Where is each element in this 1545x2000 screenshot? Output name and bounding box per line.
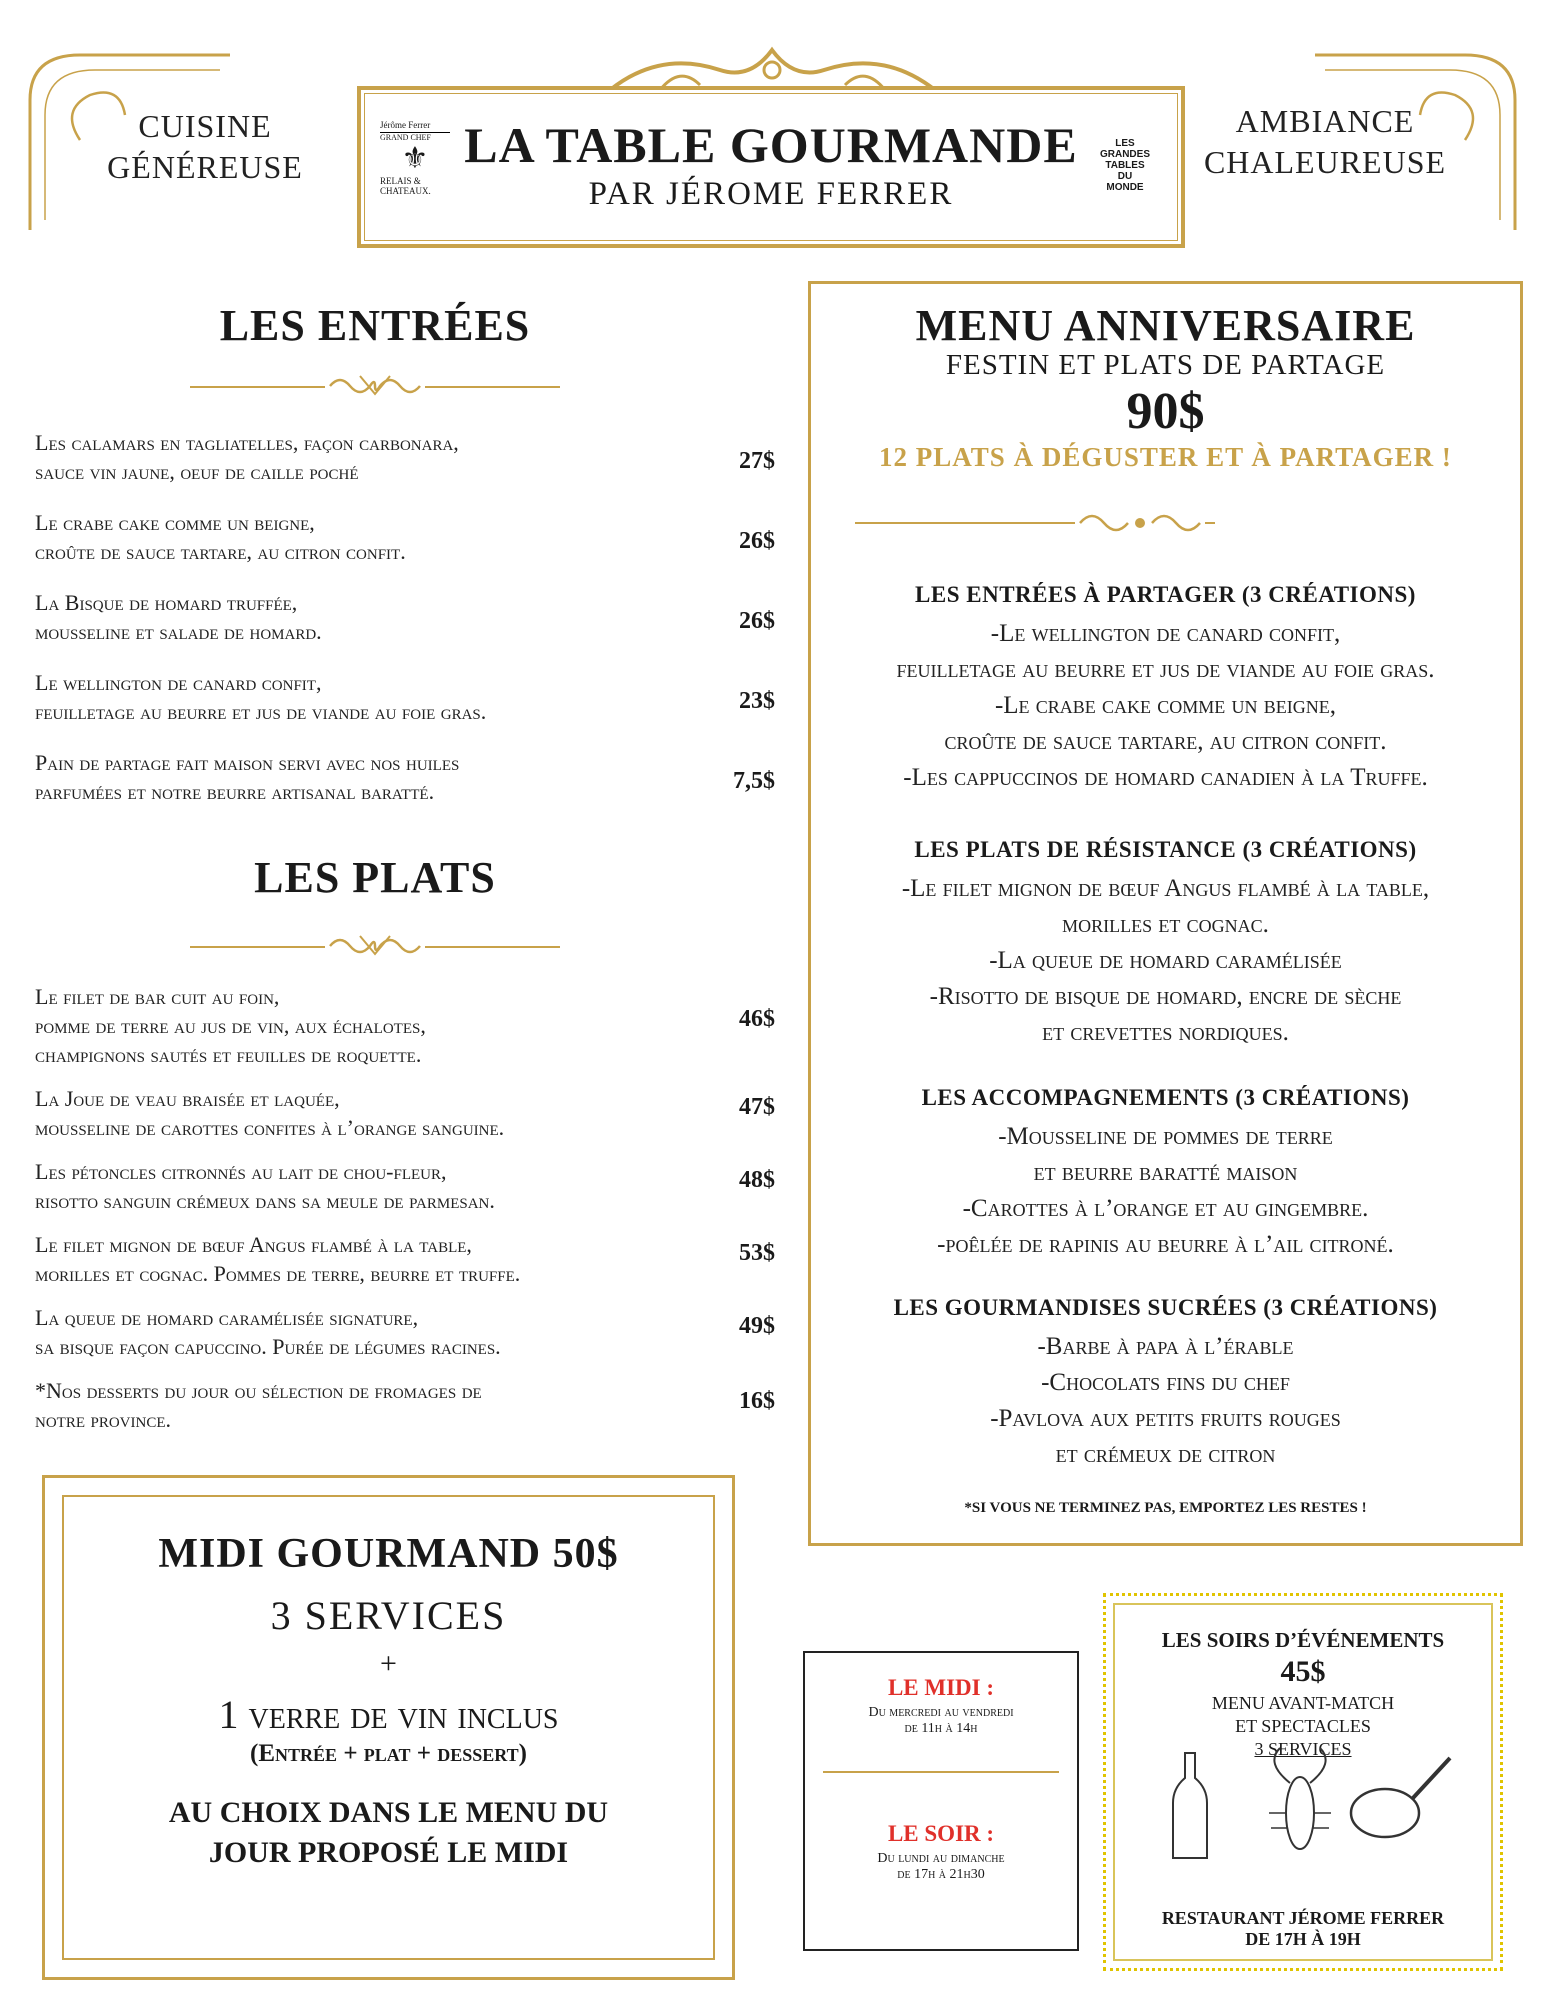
pan-icon [1351,1758,1450,1837]
section-heading: LES PLATS DE RÉSISTANCE (3 CRÉATIONS) [914,837,1417,862]
item-line-1: La Bisque de homard truffée, [35,590,298,615]
section-line: -Chocolats fins du chef [1041,1369,1290,1396]
page-subtitle: PAR JÉROME FERRER [588,176,954,212]
item-price: 47$ [739,1094,775,1120]
logo-right-line-3: TABLES [1105,160,1145,171]
anniversaire-section [808,1295,1523,1473]
events-line-2: ET SPECTACLES [1235,1716,1371,1736]
item-line-2: mousseline et salade de homard. [35,619,322,644]
item-line-1: La queue de homard caramélisée signature, [35,1305,419,1330]
section-heading: LES GOURMANDISES SUCRÉES (3 CRÉATIONS) [893,1295,1438,1320]
right-line-1: AMBIANCE [1235,103,1415,139]
anniversaire-tagline: 12 PLATS À DÉGUSTER ET À PARTAGER ! [879,442,1452,472]
midi-hours-line-1: Du mercredi au vendredi [868,1705,1014,1720]
plats-divider-ornament [325,926,425,966]
section-line: et beurre baratté maison [1033,1159,1298,1186]
anniversaire-subtitle: FESTIN ET PLATS DE PARTAGE [945,349,1386,381]
item-line-2: sa bisque façon capuccino. Purée de légumes racines. [35,1334,501,1359]
midi-gourmand-wine: 1 verre de vin inclus [218,1692,559,1737]
anniversaire-title: MENU ANNIVERSAIRE [915,301,1416,350]
item-price: 53$ [739,1240,775,1266]
events-price: 45$ [1280,1655,1326,1688]
item-price: 7,5$ [733,768,775,794]
logo-left-line-3: RELAIS & [380,176,421,186]
item-price: 26$ [739,528,775,554]
item-price: 26$ [739,608,775,634]
section-line: croûte de sauce tartare, au citron confit. [944,728,1387,755]
list-item [35,508,775,566]
events-line-3: 3 SERVICES [1254,1739,1352,1759]
item-price: 49$ [739,1313,775,1339]
section-line: -Barbe à papa à l’érable [1037,1333,1294,1360]
item-line-1: Pain de partage fait maison servi avec nos huiles [35,750,460,775]
events-footer-line-1: RESTAURANT JÉROME FERRER [1161,1908,1445,1928]
item-price: 16$ [739,1388,775,1414]
events-line-1: MENU AVANT-MATCH [1211,1693,1395,1713]
item-price: 46$ [739,1006,775,1032]
item-line-2: morilles et cognac. Pommes de terre, beurre et truffe. [35,1261,521,1286]
entrees-title: LES ENTRÉES [219,301,531,350]
lobster-icon [1269,1748,1331,1849]
midi-gourmand-services: 3 SERVICES [270,1593,507,1638]
section-line: -poêlée de rapinis au beurre à l’ail citroné. [937,1231,1394,1258]
anniversaire-price: 90$ [1126,383,1205,440]
events-footer [1103,1908,1503,1950]
section-line: -Carottes à l’orange et au gingembre. [962,1195,1369,1222]
midi-hours-line-2: de 11h à 14h [904,1721,978,1736]
item-price: 27$ [739,448,775,474]
soir-hours-line-2: de 17h à 21h30 [897,1867,985,1882]
item-line-1: Les calamars en tagliatelles, façon carbonara, [35,430,459,455]
item-price: 48$ [739,1167,775,1193]
section-heading: LES ENTRÉES À PARTAGER (3 CRÉATIONS) [915,582,1416,607]
header-left-text [90,108,320,186]
item-line-1: Le crabe cake comme un beigne, [35,510,315,535]
section-line: -Les cappuccinos de homard canadien à la Truffe. [903,764,1428,791]
left-line-2: GÉNÉREUSE [107,149,303,185]
hours-content [803,1675,1079,1883]
section-line: -Pavlova aux petits fruits rouges [990,1405,1341,1432]
midi-gourmand-detail: (Entrée + plat + dessert) [250,1740,527,1767]
section-line: -Le filet mignon de bœuf Angus flambé à la table, [901,875,1430,902]
item-line-2: parfumées et notre beurre artisanal baratté. [35,779,435,804]
soir-hours-label: LE SOIR : [887,1821,995,1846]
midi-gourmand-plus: + [380,1647,397,1680]
midi-gourmand-choice-2: JOUR PROPOSÉ LE MIDI [208,1836,569,1869]
item-line-2: feuilletage au beurre et jus de viande au foie gras. [35,699,487,724]
section-heading: LES ACCOMPAGNEMENTS (3 CRÉATIONS) [921,1085,1410,1110]
anniversaire-header [808,300,1523,473]
anniversaire-section [808,1085,1523,1263]
list-item [35,1157,775,1215]
list-item [35,748,775,806]
section-line: -Mousseline de pommes de terre [998,1123,1333,1150]
header-right-text [1195,103,1455,181]
list-item [35,1303,775,1361]
list-item [35,982,775,1069]
logo-right-line-4: DU [1117,171,1133,182]
item-line-1: *Nos desserts du jour ou sélection de fromages de [35,1378,482,1403]
relais-chateaux-logo [380,120,450,196]
left-line-1: CUISINE [138,108,272,144]
section-line: -Le crabe cake comme un beigne, [994,692,1337,719]
midi-gourmand-title: MIDI GOURMAND 50$ [158,1531,619,1577]
midi-gourmand-choice-1: AU CHOIX DANS LE MENU DU [168,1796,609,1829]
logo-left-line-4: CHATEAUX. [380,186,431,196]
item-line-1: La Joue de veau braisée et laquée, [35,1086,340,1111]
logo-right-line-1: LES [1115,138,1135,149]
anniversaire-note: *SI VOUS NE TERMINEZ PAS, EMPORTEZ LES RESTES ! [964,1500,1367,1516]
anniversaire-section [808,582,1523,796]
section-line: morilles et cognac. [1062,911,1269,938]
hours-divider [823,1771,1059,1773]
logo-right-line-5: MONDE [1106,182,1144,193]
item-line-2: mousseline de carottes confites à l’orange sanguine. [35,1115,505,1140]
list-item [35,1230,775,1288]
item-line-2: pomme de terre au jus de vin, aux échalotes, [35,1013,426,1038]
list-item [35,428,775,486]
logo-left-line-1: Jérôme Ferrer [380,120,431,130]
section-line: -La queue de homard caramélisée [989,947,1342,974]
page-title: LA TABLE GOURMANDE [464,117,1078,173]
section-line: feuilletage au beurre et jus de viande au foie gras. [896,656,1435,683]
list-item [35,1376,775,1434]
events-footer-line-2: DE 17H À 19H [1245,1929,1361,1949]
item-line-2: croûte de sauce tartare, au citron confit. [35,539,406,564]
item-line-2: notre province. [35,1407,172,1432]
item-line-1: Le filet de bar cuit au foin, [35,984,280,1009]
anniversaire-section [808,837,1523,1051]
grandes-tables-logo [1090,138,1160,193]
item-line-1: Le filet mignon de bœuf Angus flambé à la table, [35,1232,472,1257]
logo-left-line-2: GRAND CHEF [380,132,450,142]
section-line: et crémeux de citron [1055,1441,1276,1468]
section-line: -Risotto de bisque de homard, encre de sèche [929,983,1402,1010]
item-line-1: Les pétoncles citronnés au lait de chou-fleur, [35,1159,447,1184]
entrees-divider-ornament [325,366,425,406]
list-item [35,668,775,726]
list-item [35,1084,775,1142]
logo-right-line-2: GRANDES [1099,149,1150,160]
list-item [35,588,775,646]
events-title: LES SOIRS D’ÉVÉNEMENTS [1161,1628,1445,1652]
anniversaire-divider-ornament [1075,505,1205,541]
item-price: 23$ [739,688,775,714]
midi-gourmand-content [62,1530,715,1870]
item-line-2: risotto sanguin crémeux dans sa meule de parmesan. [35,1188,495,1213]
soir-hours-line-1: Du lundi au dimanche [877,1851,1005,1866]
events-content [1103,1628,1503,1760]
section-line: et crevettes nordiques. [1042,1019,1289,1046]
right-line-2: CHALEUREUSE [1203,144,1447,180]
bottle-icon [1173,1753,1207,1858]
item-line-3: champignons sautés et feuilles de roquette. [35,1042,422,1067]
midi-hours-label: LE MIDI : [887,1675,995,1700]
item-line-2: sauce vin jaune, oeuf de caille poché [35,459,359,484]
section-line: -Le wellington de canard confit, [990,620,1341,647]
fleur-de-lis-icon: ⚜ [401,142,429,175]
item-line-1: Le wellington de canard confit, [35,670,322,695]
events-illustration [1165,1743,1455,1863]
plats-title: LES PLATS [254,853,496,902]
